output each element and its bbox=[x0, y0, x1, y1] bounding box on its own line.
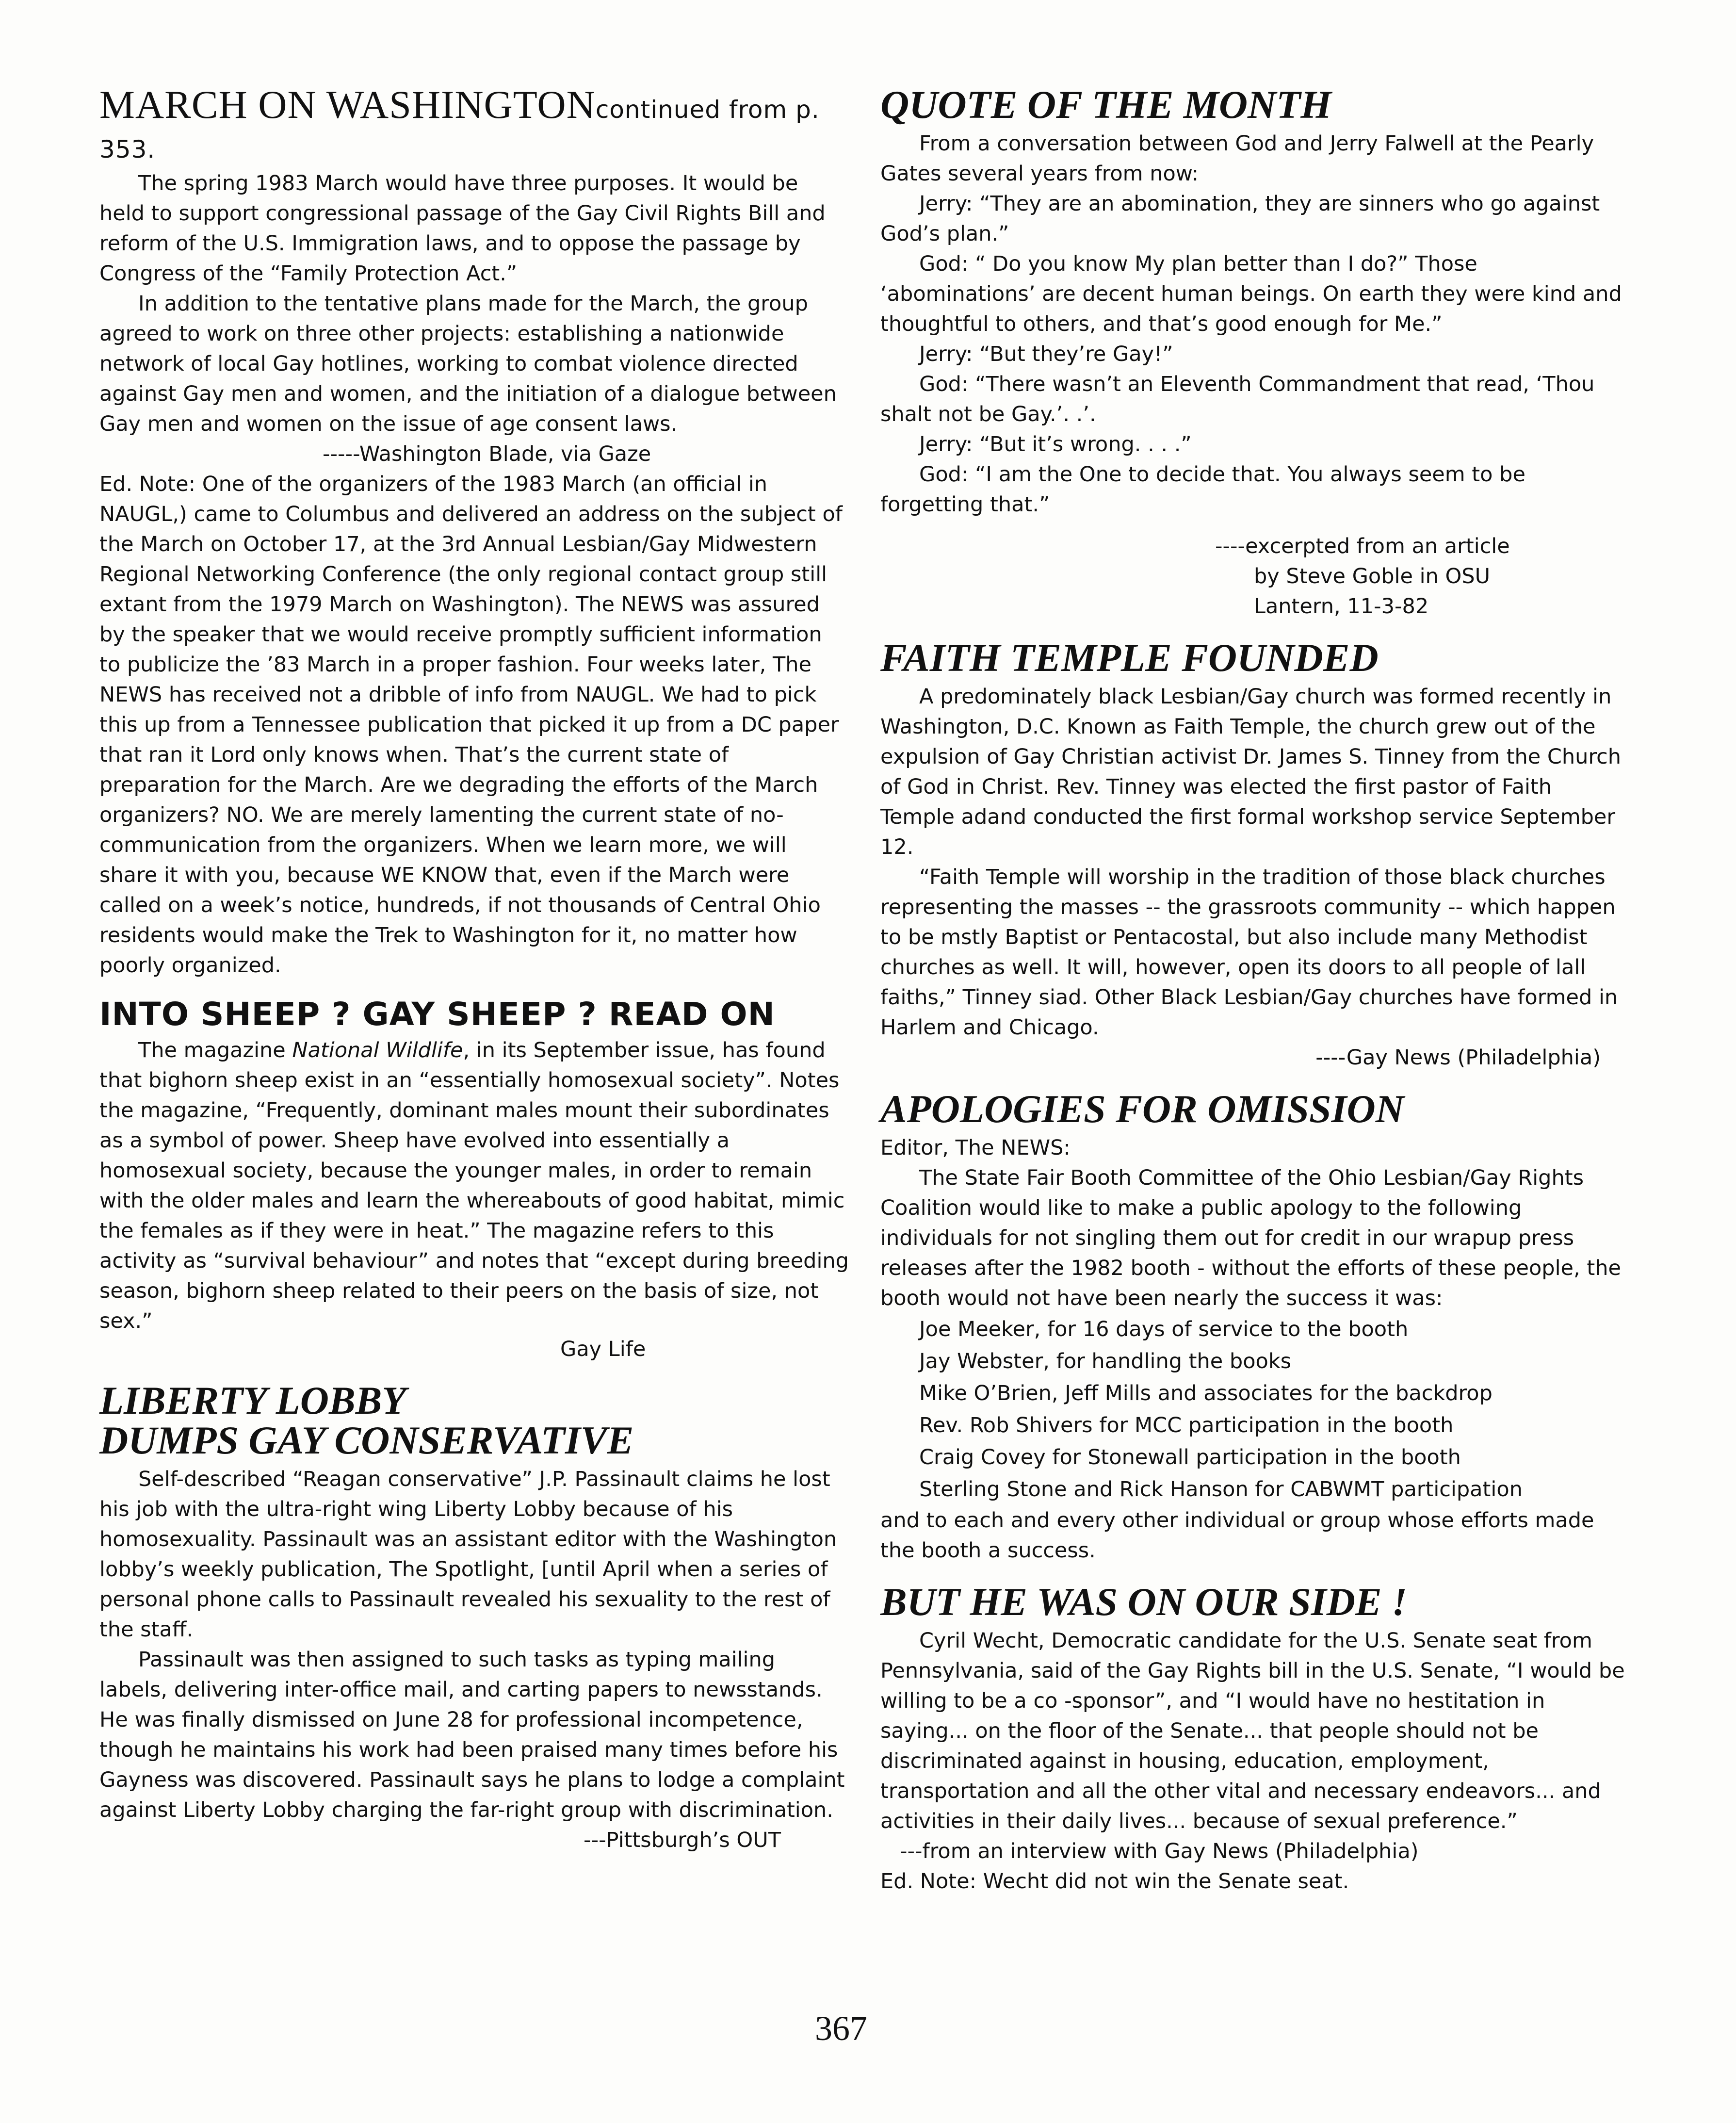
quote-line: God: “I am the One to decide that. You always seem to be forgetting that.” bbox=[880, 462, 1525, 517]
quote-article bbox=[880, 82, 1630, 621]
liberty-paragraph: Passinault was then assigned to such tasks as typing mailing labels, delivering inter-office mail, and carting papers to newsstands. He was finally dismissed on June 28 for professional incompetence, though he maintains his work had been praised many times before his Gayness was discovered. Passinault says he plans to lodge a complaint against Liberty Lobby charging the far-right group with discrimination. bbox=[99, 1647, 845, 1822]
liberty-paragraph: Self-described “Reagan conservative” J.P. Passinault claims he lost his job with the ultra-right wing Liberty Lobby because of his homosexuality. Passinault was an assistant editor with the Washington lobby’s weekly publication, The Spotlight, [until April when a series of personal phone calls to Passinault revealed his sexuality to the rest of the staff. bbox=[99, 1467, 837, 1642]
left-column bbox=[99, 82, 849, 1872]
march-heading-title: MARCH ON WASHINGTON bbox=[99, 82, 596, 127]
faith-paragraph: “Faith Temple will worship in the tradition of those black churches representing the masses -- the grassroots community -- which happen to be mstly Baptist or Pentacostal, but also include many Methodist churches as well. It will, however, open its doors to all people of lall faiths,” Tinney siad. Other Black Lesbian/Gay churches have formed in Harlem and Chicago. bbox=[880, 865, 1618, 1040]
apology-list-item: Joe Meeker, for 16 days of service to the booth bbox=[919, 1317, 1409, 1341]
march-heading bbox=[99, 82, 849, 164]
faith-paragraph: A predominately black Lesbian/Gay church was formed recently in Washington, D.C. Known as Faith Temple, the church grew out of the expulsion of Gay Christian activist Dr. James S. Tinney from the Church of God in Christ. Rev. Tinney was elected the first pastor of Faith Temple adand conducted the first formal workshop service September 12. bbox=[880, 685, 1621, 859]
page-number: 367 bbox=[815, 2009, 867, 2048]
apologies-heading: APOLOGIES FOR OMISSION bbox=[880, 1087, 1404, 1131]
magazine-title: National Wildlife bbox=[292, 1038, 463, 1062]
side-heading: BUT HE WAS ON OUR SIDE ! bbox=[880, 1580, 1408, 1624]
sheep-text-before: The magazine bbox=[138, 1038, 292, 1062]
march-article bbox=[99, 82, 849, 980]
quote-attribution bbox=[1215, 531, 1630, 621]
liberty-article bbox=[99, 1378, 849, 1855]
liberty-heading-line2: DUMPS GAY CONSERVATIVE bbox=[99, 1418, 634, 1462]
quote-attribution-line: Lantern, 11-3-82 bbox=[1254, 594, 1429, 619]
quote-attribution-line: ----excerpted from an article bbox=[1215, 534, 1510, 558]
march-paragraph: The spring 1983 March would have three purposes. It would be held to support congressional passage of the Gay Civil Rights Bill and reform of the U.S. Immigration laws, and to oppose the passage by Congress of the “Family Protection Act.” bbox=[99, 171, 826, 286]
sheep-article bbox=[99, 997, 849, 1364]
liberty-attribution: ---Pittsburgh’s OUT bbox=[584, 1828, 781, 1852]
apology-list-item: Mike O’Brien, Jeff Mills and associates for the backdrop bbox=[919, 1381, 1493, 1405]
liberty-heading-line1: LIBERTY LOBBY bbox=[99, 1378, 406, 1422]
sheep-heading: INTO SHEEP ? GAY SHEEP ? READ ON bbox=[99, 996, 775, 1033]
side-body: Cyril Wecht, Democratic candidate for the U.S. Senate seat from Pennsylvania, said of the Gay Rights bill in the U.S. Senate, “I would be willing to be a co -sponsor”, and “I would have no hestitation in saying... on the floor of the Senate... that people should not be discriminated against in housing, education, employment, transportation and all the other vital and necessary endeavors... and activities in their daily lives... because of sexual preference.” bbox=[880, 1629, 1625, 1833]
quote-attribution-line: by Steve Goble in OSU bbox=[1254, 564, 1491, 588]
quote-line: Jerry: “They are an abomination, they are sinners who go against God’s plan.” bbox=[880, 192, 1600, 246]
march-paragraph: In addition to the tentative plans made for the March, the group agreed to work on three other projects: establishing a nationwide network of local Gay hotlines, working to combat violence directed against Gay men and women, and the initiation of a dialogue between Gay men and women on the issue of age consent laws. bbox=[99, 292, 837, 436]
quote-line: Jerry: “But they’re Gay!” bbox=[919, 342, 1173, 366]
apologies-article bbox=[880, 1089, 1630, 1566]
quote-intro: From a conversation between God and Jerry Falwell at the Pearly Gates several years from now: bbox=[880, 131, 1594, 186]
apology-list-item: Craig Covey for Stonewall participation in the booth bbox=[919, 1445, 1461, 1470]
faith-heading: FAITH TEMPLE FOUNDED bbox=[880, 636, 1379, 680]
right-column bbox=[880, 82, 1630, 1913]
sheep-attribution: Gay Life bbox=[560, 1337, 646, 1361]
apology-list-item: Sterling Stone and Rick Hanson for CABWMT participation bbox=[919, 1477, 1523, 1502]
side-attribution: ---from an interview with Gay News (Philadelphia) bbox=[900, 1839, 1419, 1863]
side-ed-note: Ed. Note: Wecht did not win the Senate seat. bbox=[880, 1869, 1349, 1894]
quote-line: Jerry: “But it’s wrong. . . .” bbox=[919, 432, 1192, 457]
apologies-salutation: Editor, The NEWS: bbox=[880, 1136, 1071, 1160]
march-heading-continued: continued from p. 353. bbox=[99, 96, 820, 163]
apologies-closing: and to each and every other individual or group whose efforts made the booth a success. bbox=[880, 1508, 1594, 1563]
sheep-text-after: , in its September issue, has found that bighorn sheep exist in an “essentially homosexual society”. Notes the magazine, “Frequently, dominant males mount their subordinates as a symbol of power. Sheep have evolved into essentially a homosexual society, because the younger males, in order to remain with the older males and learn the whereabouts of good habitat, mimic the females as if they were in heat.” The magazine refers to this activity as “survival behaviour” and notes that “except during breeding season, bighorn sheep related to their peers on the basis of size, not sex.” bbox=[99, 1038, 849, 1333]
faith-attribution: ----Gay News (Philadelphia) bbox=[1315, 1045, 1601, 1070]
apology-list-item: Jay Webster, for handling the books bbox=[919, 1349, 1292, 1373]
sheep-paragraph bbox=[99, 1035, 849, 1336]
march-attribution: -----Washington Blade, via Gaze bbox=[323, 442, 651, 466]
side-article bbox=[880, 1582, 1630, 1896]
quote-line: God: “ Do you know My plan better than I do?” Those ‘abominations’ are decent human beings. On earth they were kind and thoughtful to others, and that’s good enough for Me.” bbox=[880, 252, 1622, 336]
apologies-body: The State Fair Booth Committee of the Ohio Lesbian/Gay Rights Coalition would like to make a public apology to the following individuals for not singling them out for credit in our wrapup press releases after the 1982 booth - without the efforts of these people, the booth would not have been nearly the success it was: bbox=[880, 1166, 1621, 1310]
march-ed-note: Ed. Note: One of the organizers of the 1983 March (an official in NAUGL,) came to Columbus and delivered an address on the subject of the March on October 17, at the 3rd Annual Lesbian/Gay Midwestern Regional Networking Conference (the only regional contact group still extant from the 1979 March on Washington). The NEWS was assured by the speaker that we would receive promptly sufficient information to publicize the ’83 March in a proper fashion. Four weeks later, The NEWS has received not a dribble of info from NAUGL. We had to pick this up from a Tennessee publication that picked it up from a DC paper that ran it Lord only knows when. That’s the current state of preparation for the March. Are we degrading the efforts of the March organizers? NO. We are merely lamenting the current state of no-communication from the organizers. When we learn more, we will share it with you, because WE KNOW that, even if the March were called on a week’s notice, hundreds, if not thousands of Central Ohio residents would make the Trek to Washington for it, no matter how poorly organized. bbox=[99, 472, 843, 978]
quote-heading: QUOTE OF THE MONTH bbox=[880, 82, 1332, 127]
apology-list-item: Rev. Rob Shivers for MCC participation in the booth bbox=[919, 1413, 1454, 1437]
quote-line: God: “There wasn’t an Eleventh Commandment that read, ‘Thou shalt not be Gay.’. .’. bbox=[880, 372, 1595, 426]
faith-article bbox=[880, 638, 1630, 1073]
